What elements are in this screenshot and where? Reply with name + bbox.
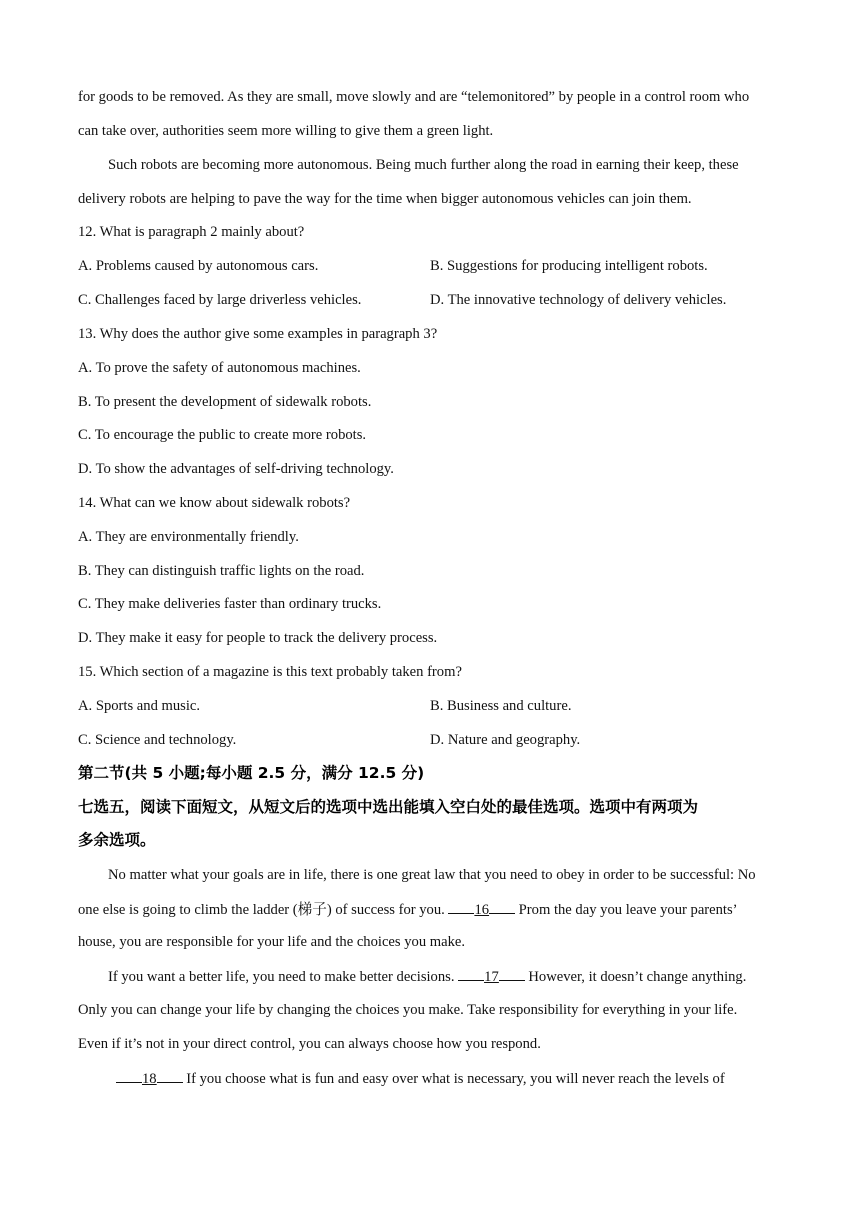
question-stem: 13. Why does the author give some examples in paragraph 3?	[78, 326, 438, 342]
passage-text: house, you are responsible for your life and the choices you make.	[78, 934, 466, 950]
passage-text	[108, 966, 746, 987]
blank-16: 16	[448, 899, 515, 920]
option-a: A. They are environmentally friendly.	[78, 529, 299, 545]
passage-text: No matter what your goals are in life, there is one great law that you need to obey in order to be successful: No	[108, 867, 756, 883]
option-a: A. To prove the safety of autonomous machines.	[78, 360, 361, 376]
section-heading: 第二节(共 5 小题;每小题 2.5 分，满分 12.5 分)	[78, 764, 425, 782]
option-a: A. Problems caused by autonomous cars.	[78, 258, 319, 274]
option-d: D. The innovative technology of delivery vehicles.	[430, 292, 727, 308]
passage-text-segment: If you choose what is fun and easy over what is necessary, you will never reach the levels of	[182, 1071, 725, 1087]
option-c: C. Science and technology.	[78, 732, 237, 748]
option-c: C. Challenges faced by large driverless vehicles.	[78, 292, 362, 308]
passage-text	[116, 1068, 725, 1089]
passage-text: can take over, authorities seem more willing to give them a green light.	[78, 123, 494, 139]
option-c: C. They make deliveries faster than ordinary trucks.	[78, 596, 382, 612]
passage-text-segment: one else is going to climb the ladder (梯子) of success for you.	[78, 902, 449, 918]
option-a: A. Sports and music.	[78, 698, 201, 714]
option-c: C. To encourage the public to create more robots.	[78, 427, 367, 443]
option-d: D. They make it easy for people to track the delivery process.	[78, 630, 438, 646]
section-instruction: 七选五，阅读下面短文，从短文后的选项中选出能填入空白处的最佳选项。选项中有两项为	[78, 798, 699, 816]
option-d: D. Nature and geography.	[430, 732, 581, 748]
option-b: B. Suggestions for producing intelligent robots.	[430, 258, 708, 274]
blank-17: 17	[458, 966, 525, 987]
question-stem: 15. Which section of a magazine is this text probably taken from?	[78, 664, 462, 680]
question-stem: 14. What can we know about sidewalk robots?	[78, 495, 351, 511]
passage-text: for goods to be removed. As they are small, move slowly and are “telemonitored” by people in a control room who	[78, 89, 750, 105]
passage-text-segment: If you want a better life, you need to make better decisions.	[108, 969, 459, 985]
passage-text: Even if it’s not in your direct control, you can always choose how you respond.	[78, 1036, 541, 1052]
option-b: B. Business and culture.	[430, 698, 572, 714]
passage-text: Such robots are becoming more autonomous. Being much further along the road in earning their keep, these	[108, 157, 739, 173]
passage-text: Only you can change your life by changing the choices you make. Take responsibility for everything in your life.	[78, 1002, 738, 1018]
section-instruction: 多余选项。	[78, 831, 156, 849]
question-stem: 12. What is paragraph 2 mainly about?	[78, 224, 305, 240]
passage-text: delivery robots are helping to pave the way for the time when bigger autonomous vehicles can join them.	[78, 191, 692, 207]
option-b: B. To present the development of sidewalk robots.	[78, 394, 372, 410]
blank-18: 18	[116, 1068, 183, 1089]
option-d: D. To show the advantages of self-driving technology.	[78, 461, 394, 477]
option-b: B. They can distinguish traffic lights on the road.	[78, 563, 365, 579]
passage-text-segment: Prom the day you leave your parents’	[515, 902, 738, 918]
passage-text-segment: However, it doesn’t change anything.	[524, 969, 747, 985]
passage-text	[78, 899, 738, 920]
